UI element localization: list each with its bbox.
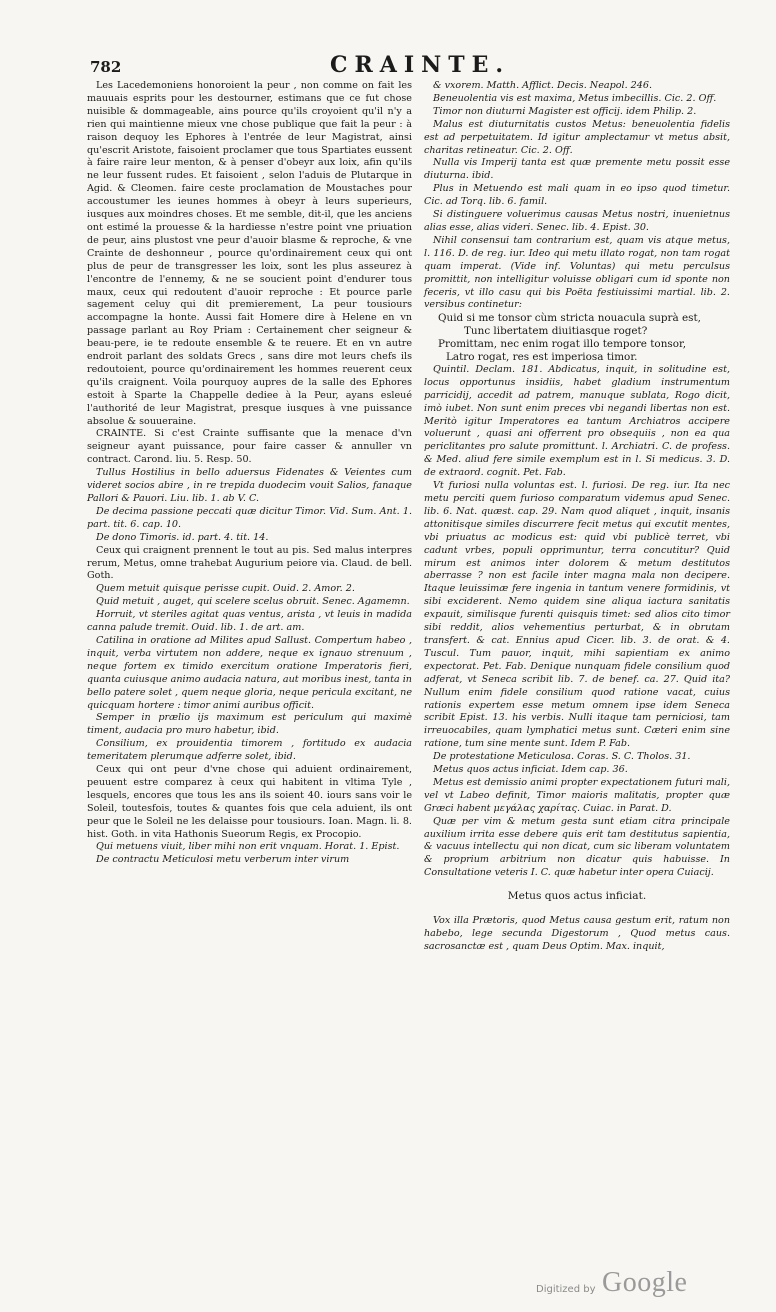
left-column-paragraph: Consilium, ex prouidentia timorem , fortitudo ex audacia temeritatem plerumque adferre solet, ibid.	[87, 738, 412, 763]
left-column-paragraph: Horruit, vt steriles agitat quas ventus, arista , vt leuis in madida canna palude tremit. Ouid. lib. 1. de art. am.	[87, 609, 412, 634]
right-column-paragraph: & vxorem. Matth. Afflict. Decis. Neapol. 246.	[433, 80, 653, 91]
left-column-paragraph: De decima passione peccati quæ dicitur Timor. Vid. Sum. Ant. 1. part. tit. 6. cap. 10.	[87, 505, 412, 530]
right-column-paragraph: Quintil. Declam. 181. Abdicatus, inquit, in solitudine est, locus opportunus insidiis, habet gladium instrumentum parricidij, accedit ad patrem, manuque sublata, Rogo dicit, imò iubet. Non sunt enim preces vbi negandi libertas non est. Meritò igitur Imperatores ea tantum Archiatros accipere voluerunt , quasi ani offerrent pro obsequiis , non ea qua periclitantes pro salute promittunt. l. Archiatri. C. de profess. & Med. aliud fere simile exemplum est in l. Si medicus. 3. D. de extraord. cognit. Pet. Fab.	[424, 363, 730, 479]
left-column-paragraph: De contractu Meticulosi metu verberum inter virum	[96, 854, 350, 866]
left-column-paragraph: Tullus Hostilius in bello aduersus Fidenates & Veientes cum videret socios abire , in re trepida duodecim vouit Salios, fanaque Pallori & Pauori. Liu. lib. 1. ab V. C.	[87, 467, 412, 504]
right-column-paragraph: Si distinguere voluerimus causas Metus nostri, inuenietnus alias esse, alias videri. Senec. lib. 4. Epist. 30.	[424, 209, 730, 233]
right-column-paragraph: Metus quos actus inficiat. Idem cap. 36.	[433, 764, 628, 776]
right-column-paragraph: Vox illa Prætoris, quod Metus causa gestum erit, ratum non habebo, lege secunda Digestorum , Quod metus caus. sacrosanctæ est , quam Deus Optim. Max. inquit,	[424, 915, 730, 952]
right-column-paragraph: Tunc libertatem diuitiasque roget?	[464, 325, 648, 338]
left-column-paragraph: Catilina in oratione ad Milites apud Sallust. Compertum habeo , inquit, verba virtutem non addere, neque ex ignauo strenuum , neque fortem ex timido exercitum oratione Imperatoris fieri, quanta cuiusque animo audacia natura, aut moribus inest, tanta in bello patere solet , quem neque gloria, neque pericula excitant, ne quicquam hortere : timor animi auribus officit.	[87, 634, 412, 711]
left-column-paragraph: Qui metuens viuit, liber mihi non erit vnquam. Horat. 1. Epist.	[96, 841, 400, 853]
left-column	[87, 80, 412, 867]
digitized-watermark	[536, 1267, 736, 1307]
left-column-paragraph: Les Lacedemoniens honoroient la peur , non comme on fait les mauuais esprits pour les destourner, estimans que ce fut chose nuisible & dommageable, ains pource qu'ils croyoient qu'il n'y a rien qui maintienne mieux vne chose publique que fait la peur : à raison dequoy les Ephores à l'entrée de leur Magistrat, ainsi qu'escrit Aristote, faisoient proclamer que tous Spartiates eussent à faire raire leur menton, & à penser d'obeyr aux loix, afin qu'ils ne leur fussent rudes. Et faisoient , selon l'aduis de Plutarque in Agid. & Cleomen. faire ceste proclamation de Moustaches pour accoustumer les ieunes hommes à obeyr à leurs superieurs, iusques aux moindres choses. Et me semble, dit-il, que les anciens ont estimé la prouesse & la hardiesse n'estre point vne priuation de peur, ains plustost vne peur d'auoir blasme & reproche, & vne Crainte de deshonneur , pource qu'ordinairement ceux qui ont plus de peur de transgresser les loix, sont les plus asseurez à l'encontre de l'ennemy, & ne se soucient point d'endurer tous maux, ceux qui redoutent d'auoir reproche : Et pource parle sagement celuy qui dit premierement, La peur tousiours accompagne la honte. Aussi fait Homere dire à Helene en vn passage parlant au Roy Priam : Certainement cher seigneur & beau-pere, ie te redoute ensemble & te reuere. Et en vn autre endroit parlant des soldats Grecs , sans dire mot leurs chefs ils redoutoient, pource qu'ordinairement les hommes reuerent ceux qu'ils craignent. Voila pourquoy aupres de la salle des Ephores estoit à Sparte la Chappelle dediee à la Peur, ayans esleué l'authorité de leur Magistrat, presque iusques à vne puissance absolue & souueraine.	[87, 80, 412, 427]
right-column-paragraph: Plus in Metuendo est mali quam in eo ipso quod timetur. Cic. ad Torq. lib. 6. famil.	[424, 183, 730, 208]
right-column-paragraph: Malus est diuturnitatis custos Metus: beneuolentia fidelis est ad perpetuitatem. Id igitur amplectamur vt metus absit, charitas retineatur. Cic. 2. Off.	[424, 118, 730, 156]
right-column-paragraph: Latro rogat, res est imperiosa timor.	[446, 351, 638, 364]
right-column-paragraph: Beneuolentia vis est maxima, Metus imbecillis. Cic. 2. Off.	[433, 92, 717, 104]
google-logo: Google	[602, 1267, 688, 1298]
right-column-paragraph: Metus quos actus inficiat.	[507, 890, 647, 903]
left-column-paragraph: De dono Timoris. id. part. 4. tit. 14.	[96, 531, 269, 543]
right-column-paragraph: Nulla vis Imperij tanta est quæ premente metu possit esse diuturna. ibid.	[424, 157, 730, 182]
right-column-paragraph: Timor non diuturni Magister est officij. idem Philip. 2.	[433, 105, 697, 117]
running-title: CRAINTE.	[330, 52, 511, 78]
left-column-paragraph: Ceux qui ont peur d'vne chose qui aduient ordinairement, peuuent estre comparez à ceux qui habitent in vltima Tyle , lesquels, encores que tous les ans ils soient 40. iours sans voir le Soleil, toutesfois, toutes & quantes fois que cela aduient, ils ont peur que le Soleil ne les delaisse pour tousiours. Ioan. Magn. li. 8. hist. Goth. in vita Hathonis Sueorum Regis, ex Procopio.	[87, 764, 412, 840]
watermark-prefix: Digitized by	[536, 1284, 596, 1295]
left-column-paragraph: Semper in prælio ijs maximum est periculum qui maximè timent, audacia pro muro habetur, ibid.	[87, 712, 412, 737]
right-column-paragraph: De protestatione Meticulosa. Coras. S. C. Tholos. 31.	[433, 751, 691, 763]
right-column-paragraph: Quæ per vim & metum gesta sunt etiam citra principale auxilium irrita esse debere quis erit tam destitutus sapientia, & vacuus intellectu qui non dicat, cum sic liberam voluntatem & proprium arbitrium non dicatur quis habuisse. In Consultatione veteris I. C. quæ habetur inter opera Cuiacij.	[424, 815, 730, 879]
left-column-paragraph: Quem metuit quisque perisse cupit. Ouid. 2. Amor. 2.	[96, 583, 355, 595]
right-column-paragraph: Metus est demissio animi propter expectationem futuri mali, vel vt Labeo definit, Timor maioris malitatis, propter quæ Græci habent μεγάλας χαρίτας. Cuiac. in Parat. D.	[424, 776, 730, 814]
right-column	[424, 80, 730, 954]
right-column-paragraph: Vt furiosi nulla voluntas est. l. furiosi. De reg. iur. Ita nec metu perciti quem furioso comparatum videmus apud Senec. lib. 6. Nat. quæst. cap. 29. Nam quod aliquet , inquit, insanis attonitisque similes discurrere fecit metus qui excutit mentes, vbi priuatus ac modicus est: quid vbi publicè terret, vbi cadunt vrbes, populi opprimuntur, terra concutitur? Quid mirum est animos inter dolorem & metum destitutos aberrasse ? non est facile inter magna mala non decipere. Itaque leuissimæ fere ingenia in tantum venere formidinis, vt sibi exciderent. Nemo quidem sine aliqua iactura sanitatis expauit, similisque furenti quisquis timet: sed alios cito timor sibi reddit, alios vehementius perturbat, & in obrutam transfert. & cat. Ennius apud Cicer. lib. 3. de orat. & 4. Tuscul. Tum pauor, inquit, mihi sapientiam ex animo expectorat. Pet. Fab. Denique nunquam fidele consilium quod adferat, vt Seneca scribit lib. 7. de benef. ca. 27. Quid ita? Nullum enim fidele consilium quod ratione vacat, cuius rationis expertem esse metum omnem ipse idem Seneca scribit Epist. 13. his verbis. Nulli itaque tam perniciosi, tam irreuocabiles, quam lymphatici metus sunt. Cæteri enim sine ratione, tum sine mente sunt. Idem P. Fab.	[424, 480, 730, 750]
right-column-paragraph: Quid si me tonsor cùm stricta nouacula suprà est,	[438, 312, 701, 325]
right-column-paragraph: Nihil consensui tam contrarium est, quam vis atque metus, l. 116. D. de reg. iur. Ideo qui metu illato rogat, non tam rogat quam imperat. (Vide inf. Voluntas) qui metu perculsus promittit, non intelligitur voluisse obligari cum id sponte non feceris, vt illo casu qui bis Poëta festiuissimi martial. lib. 2. versibus continetur:	[424, 234, 730, 311]
page-number: 782	[90, 58, 122, 76]
left-column-paragraph: Ceux qui craignent prennent le tout au pis. Sed malus interpres rerum, Metus, omne trahebat Augurium peiore via. Claud. de bell. Goth.	[87, 544, 412, 582]
right-column-paragraph: Promittam, nec enim rogat illo tempore tonsor,	[438, 338, 687, 351]
left-column-paragraph: CRAINTE. Si c'est Crainte suffisante que la menace d'vn seigneur ayant puissance, pour faire casser & annuller vn contract. Carond. liu. 5. Resp. 50.	[87, 428, 412, 466]
page-header	[90, 52, 730, 82]
left-column-paragraph: Quid metuit , auget, qui scelere scelus obruit. Senec. Agamemn.	[96, 596, 410, 608]
